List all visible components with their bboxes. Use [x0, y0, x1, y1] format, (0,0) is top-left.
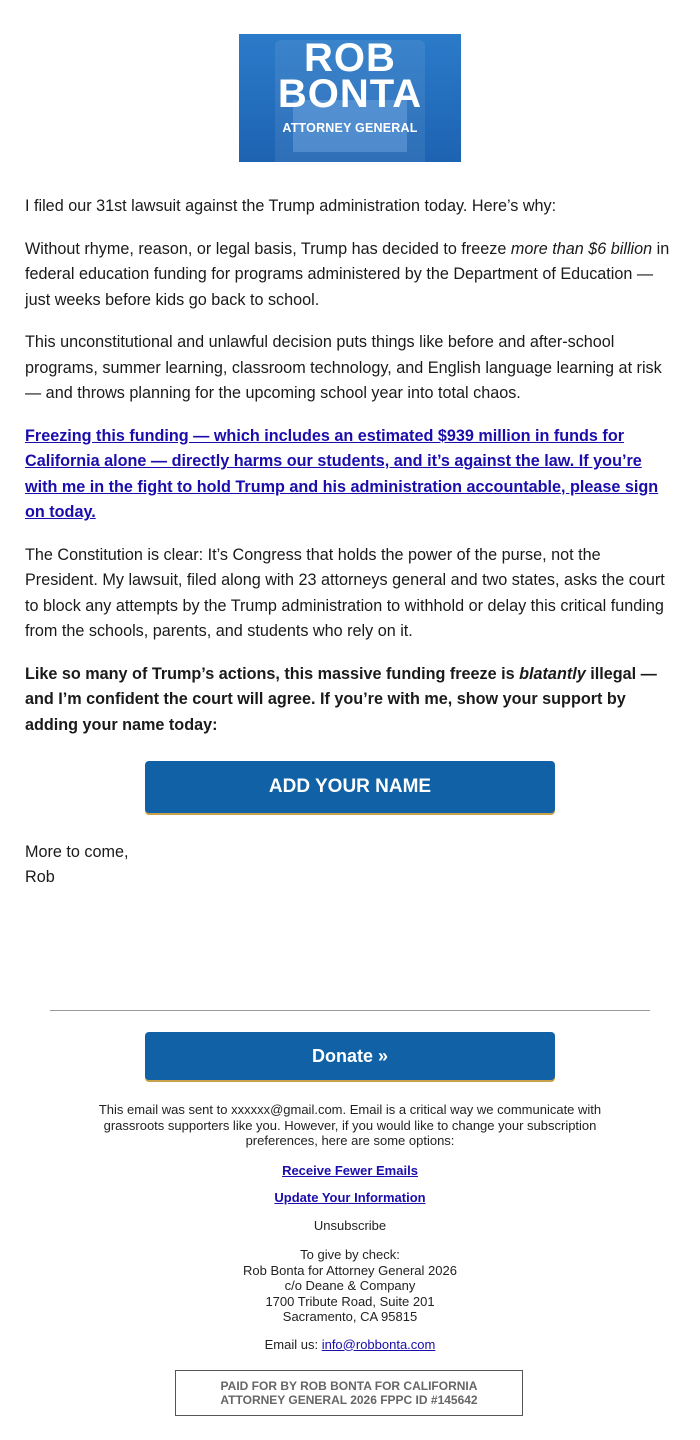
- address-line: Rob Bonta for Attorney General 2026: [243, 1262, 457, 1278]
- paid-for-disclaimer: [175, 1370, 523, 1416]
- paragraph-call-to-action: [25, 662, 677, 739]
- footer-notice: This email was sent to xxxxxx@gmail.com. Email is a critical way we communicate with grassroots supporters like you. However, if you would like to change your subscription preferences, here are some options:: [98, 1102, 602, 1148]
- cta-text-before: Like so many of Trump’s actions, this massive funding freeze is: [25, 664, 520, 683]
- paragraph-intro: I filed our 31st lawsuit against the Trump administration today. Here’s why:: [25, 197, 557, 215]
- email-footer: [70, 1102, 630, 1352]
- contact-email-link[interactable]: info@robbonta.com: [321, 1336, 436, 1352]
- logo-office: ATTORNEY GENERAL: [282, 121, 418, 135]
- rob-bonta-logo: [239, 34, 461, 162]
- signoff-signature: Rob: [25, 868, 55, 886]
- cta-text-after: illegal — and I’m confident the court will agree. If you’re with me, show your support by adding your name today:: [25, 664, 657, 734]
- paragraph-freeze-after: in federal education funding for programs administered by the Department of Education — just weeks before kids go back to school.: [25, 239, 670, 309]
- paragraph-impact: This unconstitutional and unlawful decision puts things like before and after-school programs, summer learning, classroom technology, and English language learning at risk — and throws planning for the upcoming school year into total chaos.: [25, 333, 662, 402]
- address-line: c/o Deane & Company: [284, 1278, 416, 1293]
- unsubscribe-link[interactable]: Unsubscribe: [313, 1217, 387, 1233]
- email-body: [25, 194, 677, 755]
- donate-button[interactable]: Donate »: [145, 1032, 555, 1080]
- add-your-name-button[interactable]: ADD YOUR NAME: [145, 761, 555, 813]
- check-label: To give by check:: [300, 1247, 400, 1262]
- contact-email-line: [70, 1337, 630, 1353]
- logo-last-name: BONTA: [277, 72, 423, 116]
- disclaimer-line: ATTORNEY GENERAL 2026 FPPC ID #145642: [220, 1393, 478, 1407]
- paragraph-freeze-before: Without rhyme, reason, or legal basis, Trump has decided to freeze: [25, 239, 511, 258]
- disclaimer-line: PAID FOR BY ROB BONTA FOR CALIFORNIA: [220, 1379, 478, 1393]
- sign-on-link[interactable]: Freezing this funding — which includes an estimated $939 million in funds for California alone — directly harms our students, and it’s against the law. If you’re with me in the fight to hold Trump and his administration accountable, please sign on today.: [25, 426, 659, 521]
- receive-fewer-emails-link[interactable]: Receive Fewer Emails: [282, 1162, 418, 1178]
- paragraph-freeze: [25, 237, 677, 314]
- paragraph-constitution: The Constitution is clear: It’s Congress that holds the power of the purse, not the President. My lawsuit, filed along with 23 attorneys general and two states, asks the court to block any attempts by the Trump administration to withhold or delay this critical funding from the schools, parents, and students who rely on it.: [25, 545, 665, 640]
- signoff: [25, 840, 128, 890]
- mailing-address: [70, 1247, 630, 1325]
- cta-text-emphasis: blatantly: [519, 664, 586, 683]
- signoff-line: More to come,: [25, 843, 129, 861]
- footer-divider: [50, 1010, 650, 1011]
- address-line: 1700 Tribute Road, Suite 201: [265, 1293, 435, 1309]
- address-line: Sacramento, CA 95815: [282, 1309, 418, 1324]
- email-label: Email us:: [264, 1336, 322, 1352]
- logo-first-name: ROB: [304, 36, 396, 80]
- paragraph-sign-on: [25, 424, 677, 526]
- update-information-link[interactable]: Update Your Information: [274, 1190, 426, 1205]
- paragraph-freeze-emphasis: more than $6 billion: [510, 239, 653, 258]
